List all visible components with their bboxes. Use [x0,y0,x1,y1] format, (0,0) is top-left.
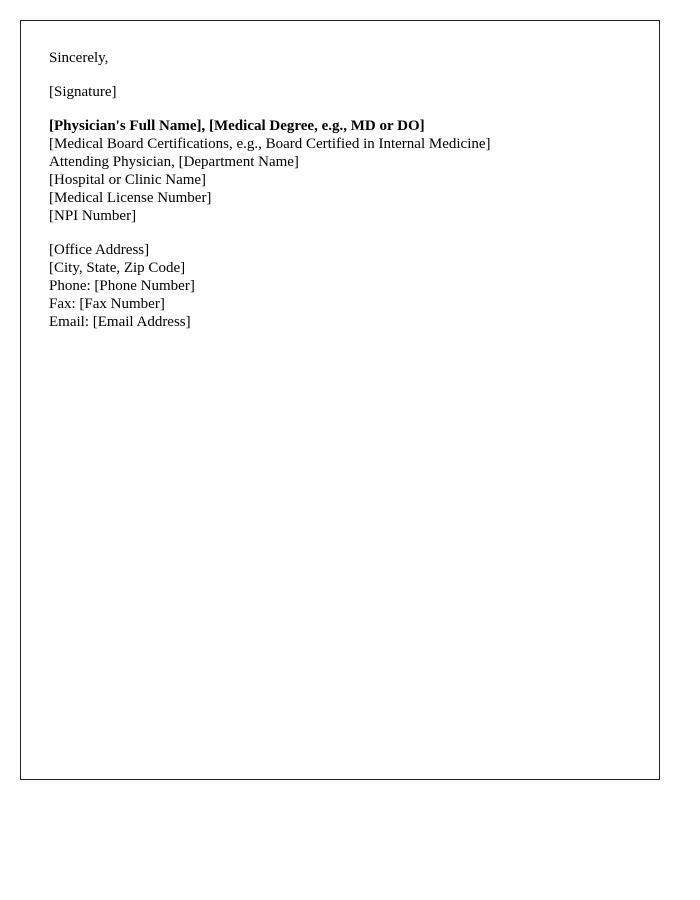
license-number: [Medical License Number] [49,190,212,206]
letter-page [20,20,660,780]
physician-name-degree: [Physician's Full Name], [Medical Degree, e.g., MD or DO] [49,118,425,134]
letter-content [49,49,631,331]
title-department: Attending Physician, [Department Name] [49,154,299,170]
npi-number: [NPI Number] [49,208,137,224]
office-address: [Office Address] [49,242,150,258]
phone-line: Phone: [Phone Number] [49,278,195,294]
contact-block [49,241,631,331]
credentials-block [49,117,631,225]
email-line: Email: [Email Address] [49,314,191,330]
fax-line: Fax: [Fax Number] [49,296,165,312]
board-certifications: [Medical Board Certifications, e.g., Board Certified in Internal Medicine] [49,136,491,152]
signature-placeholder: [Signature] [49,84,117,100]
closing-text: Sincerely, [49,50,109,66]
city-state-zip: [City, State, Zip Code] [49,260,186,276]
hospital-name: [Hospital or Clinic Name] [49,172,207,188]
